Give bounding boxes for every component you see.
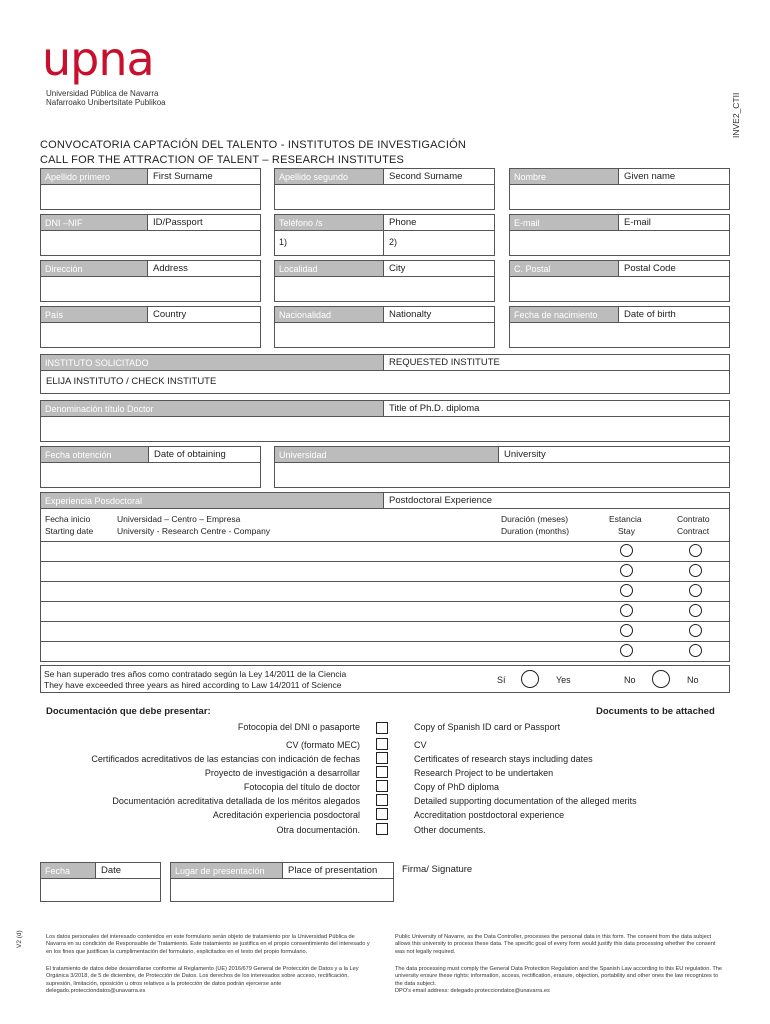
- col-uni-en: University - Research Centre - Company: [117, 526, 271, 536]
- doc-item-8-en: Other documents.: [414, 825, 486, 835]
- lugar-header: Lugar de presentación: [170, 862, 283, 879]
- title-en: CALL FOR THE ATTRACTION OF TALENT – RESEARCH INSTITUTES: [40, 154, 405, 166]
- lugar-input[interactable]: [170, 878, 394, 902]
- no-es-label: No: [624, 675, 636, 685]
- direccion-label: Address: [147, 260, 261, 277]
- lugar-label: Place of presentation: [282, 862, 394, 879]
- stay-radio-5[interactable]: [620, 624, 633, 637]
- telefono-2-input[interactable]: [383, 230, 495, 256]
- universidad-input[interactable]: [274, 462, 730, 488]
- dni-input[interactable]: [40, 230, 261, 256]
- yes-label: Yes: [556, 675, 571, 685]
- doc-item-4-en: Research Project to be undertaken: [414, 768, 554, 778]
- institute-select[interactable]: ELIJA INSTITUTO / CHECK INSTITUTE: [40, 370, 730, 394]
- col-uni-es: Universidad – Centro – Empresa: [117, 514, 241, 524]
- col-dur-en: Duration (months): [501, 526, 570, 536]
- doctor-label: Title of Ph.D. diploma: [383, 400, 730, 417]
- doc-item-7-es: Acreditación experiencia posdoctoral: [212, 810, 360, 820]
- col-con-en: Contract: [677, 526, 710, 536]
- email-label: E-mail: [618, 214, 730, 231]
- institute-header: INSTITUTO SOLICITADO: [40, 354, 384, 371]
- nombre-label: Given name: [618, 168, 730, 185]
- doc-item-2-es: CV (formato MEC): [285, 740, 360, 750]
- nacimiento-input[interactable]: [509, 322, 730, 348]
- dni-header: DNI –NIF: [40, 214, 148, 231]
- telefono-label: Phone: [383, 214, 495, 231]
- law-yes-radio[interactable]: [521, 670, 539, 688]
- cpostal-header: C. Postal: [509, 260, 619, 277]
- col-fecha-es: Fecha inicio: [45, 514, 91, 524]
- obtencion-input[interactable]: [40, 462, 261, 488]
- telefono-1-input[interactable]: [274, 230, 384, 256]
- telefono-header: Teléfono /s: [274, 214, 384, 231]
- contract-radio-3[interactable]: [689, 584, 702, 597]
- fecha-input[interactable]: [40, 878, 161, 902]
- apellido2-header: Apellido segundo: [274, 168, 384, 185]
- firma-label: Firma/ Signature: [402, 864, 473, 875]
- apellido2-input[interactable]: [274, 184, 495, 210]
- apellido1-label: First Surname: [147, 168, 261, 185]
- telefono-2-label: 2): [389, 237, 398, 247]
- contract-radio-6[interactable]: [689, 644, 702, 657]
- apellido1-input[interactable]: [40, 184, 261, 210]
- direccion-header: Dirección: [40, 260, 148, 277]
- obtencion-header: Fecha obtención: [40, 446, 149, 463]
- form-code: INVE2_CTII: [731, 92, 741, 138]
- logo-line-2: Nafarroako Unibertsitate Publikoa: [46, 98, 166, 107]
- localidad-label: City: [383, 260, 495, 277]
- nombre-input[interactable]: [509, 184, 730, 210]
- stay-radio-4[interactable]: [620, 604, 633, 617]
- contract-radio-2[interactable]: [689, 564, 702, 577]
- email-header: E-mail: [509, 214, 619, 231]
- email-input[interactable]: [509, 230, 730, 256]
- universidad-header: Universidad: [274, 446, 499, 463]
- upna-logo: upna: [42, 32, 154, 86]
- obtencion-label: Date of obtaining: [148, 446, 261, 463]
- no-en-label: No: [687, 675, 699, 685]
- institute-label: REQUESTED INSTITUTE: [383, 354, 730, 371]
- doc-item-4-checkbox[interactable]: [376, 766, 388, 778]
- pais-label: Country: [147, 306, 261, 323]
- footer-es-2: El tratamiento de datos debe desarrollarse conforme al Reglamento (UE) 2016/679 General de Protección de Datos y a la Ley Orgánica 3/2018, de 5 de diciembre, de Protección de Datos. Los derechos de los interesados sobre acceso, rectificación, supresión, limitación, oposición u otros relativos a la protección de datos podrán ejercerse ante delegado.protecciondatos@unavarra.es: [46, 966, 359, 994]
- contract-radio-5[interactable]: [689, 624, 702, 637]
- logo-line-1: Universidad Pública de Navarra: [46, 89, 159, 98]
- postdoc-label: Postdoctoral Experience: [383, 492, 730, 509]
- nacimiento-label: Date of birth: [618, 306, 730, 323]
- doc-item-2-checkbox[interactable]: [376, 738, 388, 750]
- col-con-es: Contrato: [677, 514, 710, 524]
- doc-item-5-es: Fotocopia del título de doctor: [243, 782, 360, 792]
- title-es: CONVOCATORIA CAPTACIÓN DEL TALENTO - INSTITUTOS DE INVESTIGACIÓN: [40, 139, 466, 151]
- fecha-header: Fecha: [40, 862, 96, 879]
- nacionalidad-header: Nacionalidad: [274, 306, 384, 323]
- pais-input[interactable]: [40, 322, 261, 348]
- cpostal-input[interactable]: [509, 276, 730, 302]
- doc-item-1-checkbox[interactable]: [376, 722, 388, 734]
- localidad-header: Localidad: [274, 260, 384, 277]
- doc-item-7-checkbox[interactable]: [376, 808, 388, 820]
- telefono-1-label: 1): [279, 237, 288, 247]
- docs-title-en: Documents to be attached: [596, 706, 715, 717]
- law-es: Se han superado tres años como contratado según la Ley 14/2011 de la Ciencia: [44, 669, 347, 679]
- doc-item-3-checkbox[interactable]: [376, 752, 388, 764]
- doc-item-7-en: Accreditation postdoctoral experience: [414, 810, 565, 820]
- doc-item-6-checkbox[interactable]: [376, 794, 388, 806]
- doc-item-8-es: Otra documentación.: [276, 825, 360, 835]
- doc-item-3-es: Certificados acreditativos de las estancias con indicación de fechas: [91, 754, 360, 764]
- postdoc-header: Experiencia Posdoctoral: [40, 492, 384, 509]
- col-dur-es: Duración (meses): [501, 514, 569, 524]
- docs-title-es: Documentación que debe presentar:: [46, 706, 211, 717]
- apellido1-header: Apellido primero: [40, 168, 148, 185]
- doc-item-6-en: Detailed supporting documentation of the alleged merits: [414, 796, 637, 806]
- doc-item-1-en: Copy of Spanish ID card or Passport: [414, 722, 561, 732]
- footer-en-2: The data processing must comply the General Data Protection Regulation and the Spanish Law according to this EU regulation. The university ensure these rights: information, access, rectification, erasure, objection, portability and other ones the law recognizes to the data subject.: [395, 966, 723, 987]
- direccion-input[interactable]: [40, 276, 261, 302]
- fecha-label: Date: [95, 862, 161, 879]
- nacionalidad-label: Nationalty: [383, 306, 495, 323]
- doc-item-5-checkbox[interactable]: [376, 780, 388, 792]
- apellido2-label: Second Surname: [383, 168, 495, 185]
- doc-item-5-en: Copy of PhD diploma: [414, 782, 500, 792]
- stay-radio-2[interactable]: [620, 564, 633, 577]
- col-est-es: Estancia: [609, 514, 642, 524]
- footer-es-1: Los datos personales del interesado contenidos en este formulario serán objeto de tratamiento por la Universidad Pública de Navarra en su condición de Responsable de Tratamiento. Este tratamiento se justifica en el propio consentimiento del interesado y en los fines que justifican la cumplimentación del formulario, explicitados en el texto del propio formulario.: [46, 934, 370, 955]
- nacionalidad-input[interactable]: [274, 322, 495, 348]
- nombre-header: Nombre: [509, 168, 619, 185]
- col-est-en: Stay: [618, 526, 636, 536]
- dni-label: ID/Passport: [147, 214, 261, 231]
- law-no-radio[interactable]: [652, 670, 670, 688]
- doc-item-3-en: Certificates of research stays including dates: [414, 754, 593, 764]
- localidad-input[interactable]: [274, 276, 495, 302]
- doc-item-4-es: Proyecto de investigación a desarrollar: [204, 768, 360, 778]
- doc-item-6-es: Documentación acreditativa detallada de los méritos alegados: [112, 796, 360, 806]
- doctor-input[interactable]: [40, 416, 730, 442]
- footer-en-1: Public University of Navarre, as the Data Controller, processes the personal data in this form. The consent from the data subject allows this university to process these data. The specific goal of every form would justify this data processing whether the consent was not legally required.: [395, 934, 716, 955]
- stay-radio-6[interactable]: [620, 644, 633, 657]
- stay-radio-3[interactable]: [620, 584, 633, 597]
- pais-header: País: [40, 306, 148, 323]
- col-fecha-en: Starting date: [45, 526, 94, 536]
- nacimiento-header: Fecha de nacimiento: [509, 306, 619, 323]
- doctor-header: Denominación título Doctor: [40, 400, 384, 417]
- version-label: V2 (d): [16, 930, 23, 948]
- law-en: They have exceeded three years as hired according to Law 14/2011 of Science: [44, 680, 342, 690]
- contract-radio-4[interactable]: [689, 604, 702, 617]
- doc-item-2-en: CV: [414, 740, 427, 750]
- si-label: Sí: [497, 675, 506, 685]
- universidad-label: University: [498, 446, 730, 463]
- cpostal-label: Postal Code: [618, 260, 730, 277]
- footer-en-3: DPO's email address: delegado.protecciondatos@unavarra.es: [395, 988, 550, 994]
- doc-item-8-checkbox[interactable]: [376, 823, 388, 835]
- stay-radio-1[interactable]: [620, 544, 633, 557]
- doc-item-1-es: Fotocopia del DNI o pasaporte: [237, 722, 360, 732]
- contract-radio-1[interactable]: [689, 544, 702, 557]
